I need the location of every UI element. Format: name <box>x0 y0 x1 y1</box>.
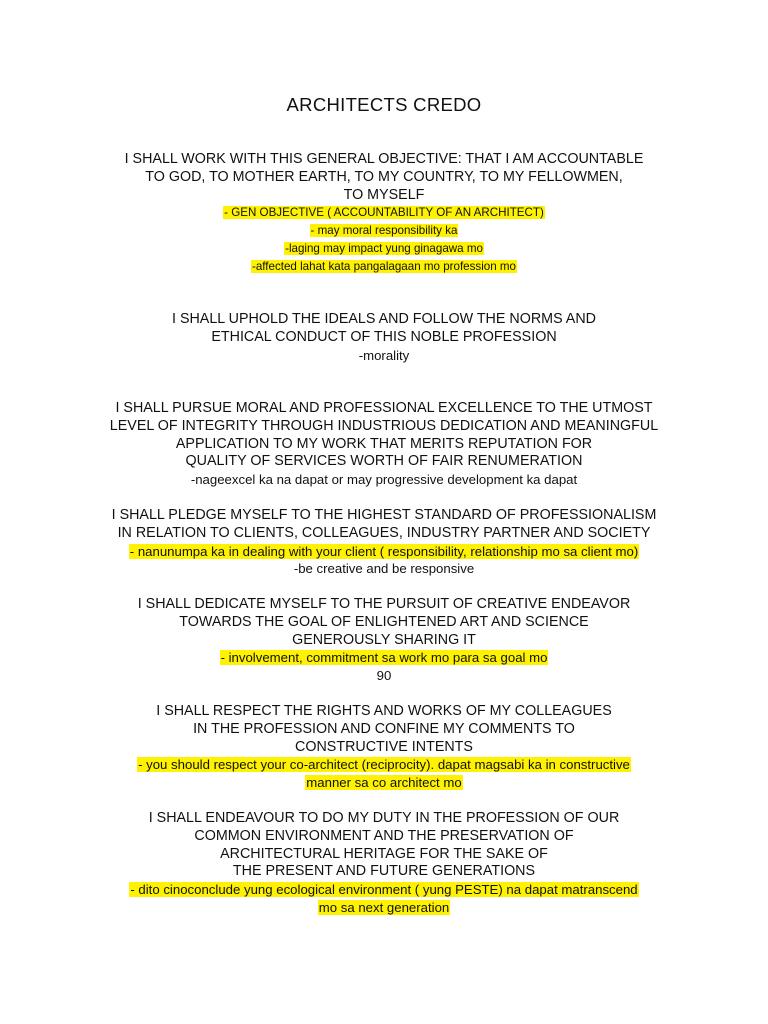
note: -morality <box>358 347 410 363</box>
highlighted-note: - involvement, commitment sa work mo para sa goal mo <box>220 650 548 666</box>
highlighted-note: - may moral responsibility ka <box>310 224 458 238</box>
page-number: 90 <box>376 668 392 684</box>
note: -nageexcel ka na dapat or may progressive development ka dapat <box>190 472 578 488</box>
credo-line: ETHICAL CONDUCT OF THIS NOBLE PROFESSION <box>211 328 557 345</box>
credo-line: TOWARDS THE GOAL OF ENLIGHTENED ART AND SCIENCE <box>179 613 589 630</box>
credo-line: TO GOD, TO MOTHER EARTH, TO MY COUNTRY, TO MY FELLOWMEN, <box>145 168 623 185</box>
highlighted-note: - dito cinoconclude yung ecological environment ( yung PESTE) na dapat matranscend <box>130 882 638 898</box>
credo-line: CONSTRUCTIVE INTENTS <box>295 738 473 755</box>
credo-line: QUALITY OF SERVICES WORTH OF FAIR RENUMERATION <box>185 453 583 470</box>
credo-line: GENEROUSLY SHARING IT <box>292 631 476 648</box>
credo-line: THE PRESENT AND FUTURE GENERATIONS <box>232 863 536 880</box>
highlighted-note: -laging may impact yung ginagawa mo <box>285 241 483 255</box>
credo-line: IN THE PROFESSION AND CONFINE MY COMMENTS TO <box>193 720 575 737</box>
credo-line: I SHALL RESPECT THE RIGHTS AND WORKS OF MY COLLEAGUES <box>156 703 612 719</box>
credo-line: TO MYSELF <box>343 186 425 203</box>
credo-section-5 <box>0 596 768 685</box>
credo-line: I SHALL PURSUE MORAL AND PROFESSIONAL EXCELLENCE TO THE UTMOST <box>115 400 653 416</box>
credo-section-2 <box>0 311 768 364</box>
highlighted-note: - you should respect your co-architect (reciprocity). dapat magsabi ka in constructive <box>138 757 630 773</box>
credo-line: I SHALL ENDEAVOUR TO DO MY DUTY IN THE PROFESSION OF OUR <box>148 810 620 826</box>
credo-line: IN RELATION TO CLIENTS, COLLEAGUES, INDUSTRY PARTNER AND SOCIETY <box>117 524 651 541</box>
credo-line: I SHALL PLEDGE MYSELF TO THE HIGHEST STANDARD OF PROFESSIONALISM <box>111 507 657 523</box>
highlighted-note: manner sa co architect mo <box>306 775 462 791</box>
highlighted-note: - nanunumpa ka in dealing with your client ( responsibility, relationship mo sa client mo) <box>129 543 639 559</box>
credo-line: I SHALL WORK WITH THIS GENERAL OBJECTIVE: THAT I AM ACCOUNTABLE <box>124 151 644 167</box>
highlighted-note: mo sa next generation <box>318 899 450 915</box>
credo-section-3 <box>0 400 768 489</box>
document-title: ARCHITECTS CREDO <box>286 94 482 115</box>
credo-line: I SHALL UPHOLD THE IDEALS AND FOLLOW THE NORMS AND <box>172 311 596 327</box>
credo-section-4 <box>0 507 768 578</box>
credo-line: I SHALL DEDICATE MYSELF TO THE PURSUIT OF CREATIVE ENDEAVOR <box>137 596 631 612</box>
credo-section-7 <box>0 810 768 917</box>
credo-line: APPLICATION TO MY WORK THAT MERITS REPUTATION FOR <box>175 435 593 452</box>
highlighted-note: - GEN OBJECTIVE ( ACCOUNTABILITY OF AN ARCHITECT) <box>224 206 544 220</box>
credo-line: LEVEL OF INTEGRITY THROUGH INDUSTRIOUS DEDICATION AND MEANINGFUL <box>109 417 659 434</box>
credo-line: ARCHITECTURAL HERITAGE FOR THE SAKE OF <box>220 845 548 862</box>
credo-section-6 <box>0 703 768 792</box>
highlighted-note: -affected lahat kata pangalagaan mo profession mo <box>251 259 517 273</box>
note: -be creative and be responsive <box>293 561 475 577</box>
credo-line: COMMON ENVIRONMENT AND THE PRESERVATION OF <box>194 827 574 844</box>
credo-section-1 <box>0 151 768 276</box>
